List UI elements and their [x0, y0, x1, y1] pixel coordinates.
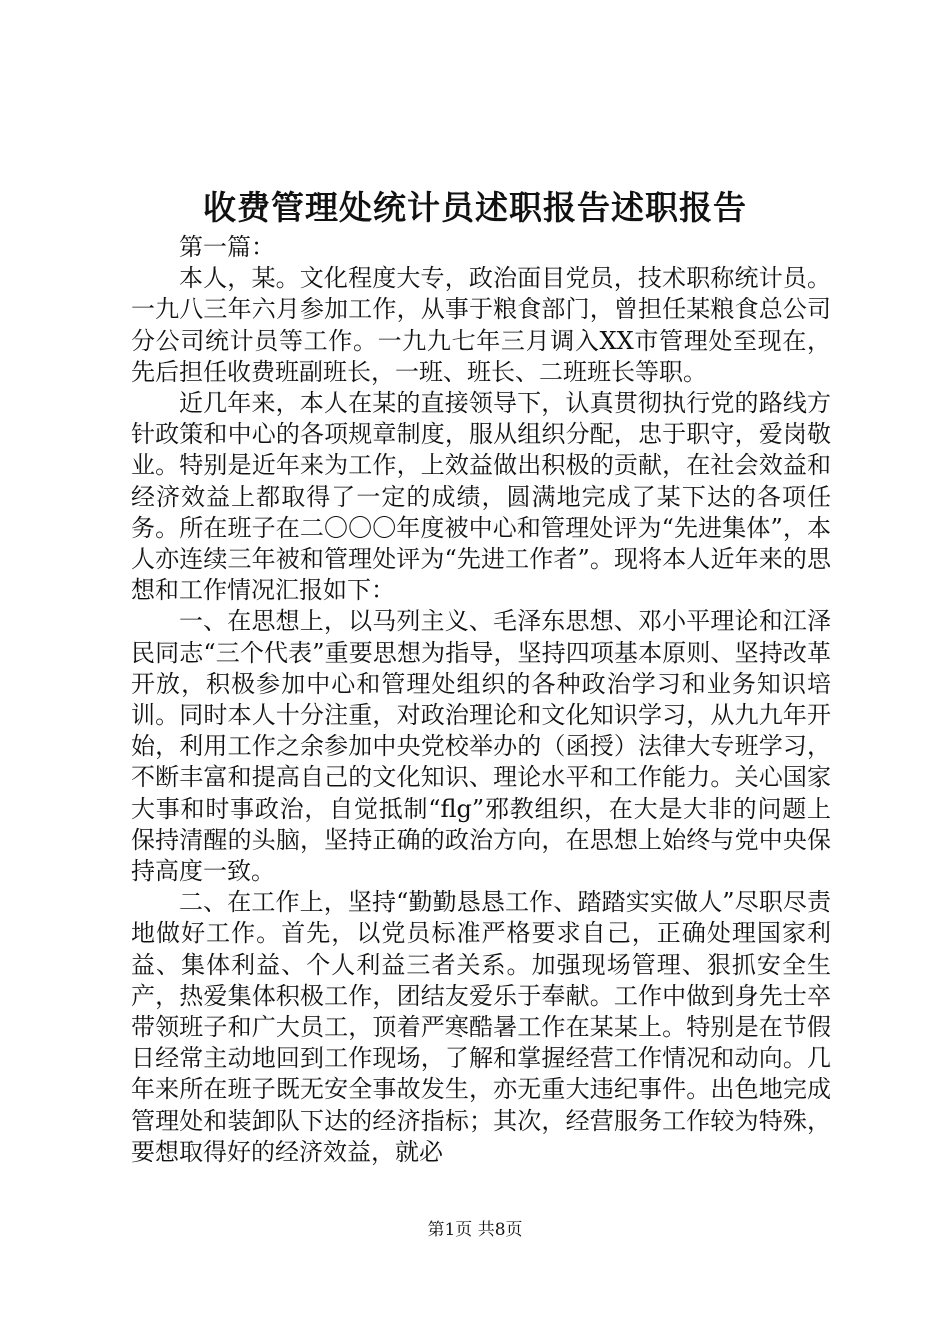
body-paragraph: 本人，某。文化程度大专，政治面目党员，技术职称统计员。一九八三年六月参加工作，从事于粮食部门，曾担任某粮食总公司分公司统计员等工作。一九九七年三月调入XX市管理处至现在，先后担任收费班副班长，一班、班长、二班班长等职。	[131, 264, 831, 386]
body-paragraph: 二、在工作上，坚持“勤勤恳恳工作、踏踏实实做人”尽职尽责地做好工作。首先，以党员标准严格要求自己，正确处理国家利益、集体利益、个人利益三者关系。加强现场管理、狠抓安全生产，热爱集体积极工作，团结友爱乐于奉献。工作中做到身先士卒带领班子和广大员工，顶着严寒酷暑工作在某某上。特别是在节假日经常主动地回到工作现场，了解和掌握经营工作情况和动向。几年来所在班子既无安全事故发生，亦无重大违纪事件。出色地完成管理处和装卸队下达的经济指标；其次，经营服务工作较为特殊，要想取得好的经济效益，就必	[131, 888, 831, 1166]
document-body	[131, 232, 831, 1168]
page-number-footer: 第1页 共8页	[427, 1220, 523, 1240]
document-title: 收费管理处统计员述职报告述职报告	[203, 188, 747, 227]
section-heading: 第一篇：	[179, 233, 275, 261]
body-paragraph: 近几年来，本人在某的直接领导下，认真贯彻执行党的路线方针政策和中心的各项规章制度，服从组织分配，忠于职守，爱岗敬业。特别是近年来为工作，上效益做出积极的贡献，在社会效益和经济效益上都取得了一定的成绩，圆满地完成了某下达的各项任务。所在班子在二〇〇〇年度被中心和管理处评为“先进集体”，本人亦连续三年被和管理处评为“先进工作者”。现将本人近年来的思想和工作情况汇报如下：	[131, 389, 831, 605]
body-paragraph: 一、在思想上，以马列主义、毛泽东思想、邓小平理论和江泽民同志“三个代表”重要思想为指导，坚持四项基本原则、坚持改革开放，积极参加中心和管理处组织的各种政治学习和业务知识培训。同时本人十分注重，对政治理论和文化知识学习，从九九年开始，利用工作之余参加中央党校举办的（函授）法律大专班学习，不断丰富和提高自己的文化知识、理论水平和工作能力。关心国家大事和时事政治，自觉抵制“flg”邪教组织，在大是大非的问题上保持清醒的头脑，坚持正确的政治方向，在思想上始终与党中央保持高度一致。	[131, 607, 831, 886]
